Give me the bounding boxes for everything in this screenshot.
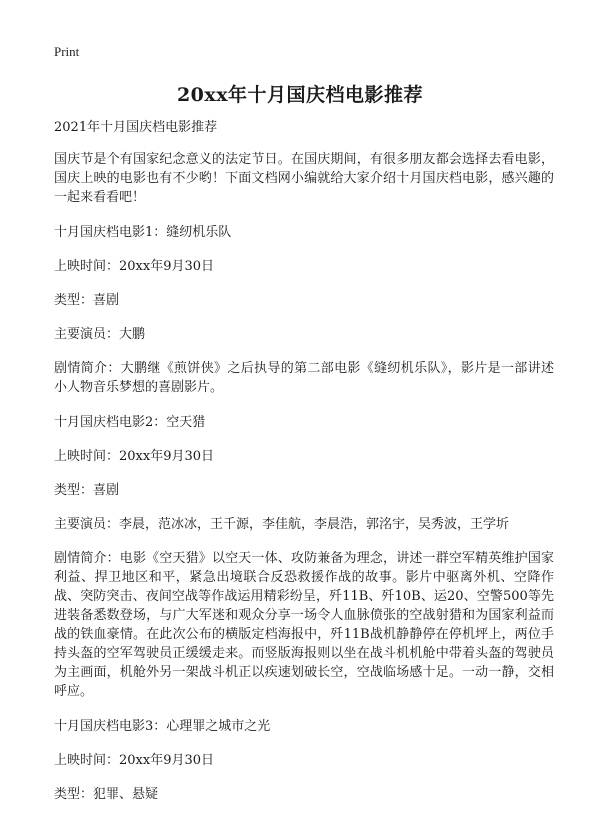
movie-1-heading: 十月国庆档电影1：缝纫机乐队 [54,225,232,240]
movie-2-release-date: 上映时间：20xx年9月30日 [54,449,215,464]
movie-1-genre: 类型：喜剧 [54,293,120,308]
movie-1-cast: 主要演员：大鹏 [54,327,146,342]
movie-2-synopsis: 剧情简介：电影《空天猎》以空天一体、攻防兼备为理念，讲述一群空军精英维护国家利益、捍卫地区和平，紧急出境联合反恐救援作战的故事。影片中驱离外机、空降作战、突防突击、夜间空战等作战运用精彩纷呈，歼11B、歼10B、运20、空警500等先进装备悉数登场，与广大军迷和观众分享一场令人血脉偾张的空战射猎和为国家利益而战的铁血豪情。在此次公布的横版定档海报中，歼11B战机静静停在停机坪上，两位手持头盔的空军驾驶员正缓缓走来。而竖版海报则以坐在战斗机机舱中带着头盔的驾驶员为主画面，机舱外另一架战斗机正以疾速划破长空，空战临场感十足。一动一静，交相呼应。 [54,551,554,699]
document-title: 20xx年十月国庆档电影推荐 [176,84,424,106]
article-body [54,118,554,819]
movie-3-heading: 十月国庆档电影3：心理罪之城市之光 [54,719,271,734]
movie-3-genre: 类型：犯罪、悬疑 [54,787,159,802]
movie-2-heading: 十月国庆档电影2：空天猎 [54,415,206,430]
article-subtitle: 2021年十月国庆档电影推荐 [54,120,218,135]
movie-3-release-date: 上映时间：20xx年9月30日 [54,753,215,768]
print-link[interactable]: Print [54,44,80,59]
movie-2-cast: 主要演员：李晨，范冰冰，王千源，李佳航，李晨浩，郭洺宇，吴秀波，王学圻 [54,517,510,532]
movie-1-synopsis: 剧情简介：大鹏继《煎饼侠》之后执导的第二部电影《缝纫机乐队》，影片是一部讲述小人物音乐梦想的喜剧影片。 [54,361,554,395]
intro-paragraph: 国庆节是个有国家纪念意义的法定节日。在国庆期间，有很多朋友都会选择去看电影，国庆上映的电影也有不少哟！下面文档网小编就给大家介绍十月国庆档电影，感兴趣的一起来看看吧！ [54,152,554,205]
movie-1-release-date: 上映时间：20xx年9月30日 [54,259,215,274]
movie-2-genre: 类型：喜剧 [54,483,120,498]
